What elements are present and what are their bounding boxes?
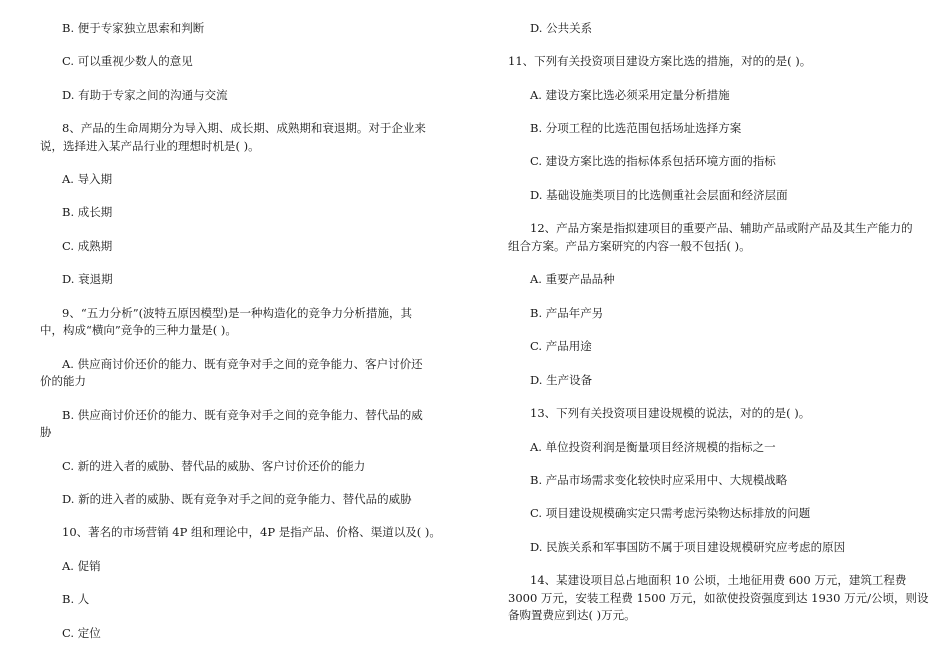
option-line: C. 成熟期 <box>62 239 113 253</box>
question-line: 组合方案。产品方案研究的内容一般不包括( )。 <box>508 239 751 253</box>
option-line: C. 新的进入者的威胁、替代品的威胁、客户讨价还价的能力 <box>62 459 366 473</box>
option-line: 价的能力 <box>40 374 86 388</box>
question-line: 10、著名的市场营销 4P 组和理论中，4P 是指产品、价格、渠道以及( )。 <box>62 525 441 539</box>
question-line: 备购置费应到达( )万元。 <box>508 608 636 622</box>
question-line: 13、下列有关投资项目建设规模的说法，对的的是( )。 <box>530 406 811 420</box>
option-line: B. 产品年产另 <box>530 306 604 320</box>
option-line: C. 项目建设规模确实定只需考虑污染物达标排放的问题 <box>530 506 811 520</box>
option-line: A. 导入期 <box>62 172 113 186</box>
option-line: D. 衰退期 <box>62 272 113 286</box>
option-line: A. 促销 <box>62 559 101 573</box>
option-line: D. 生产设备 <box>530 373 593 387</box>
option-line: D. 基础设施类项目的比选侧重社会层面和经济层面 <box>530 188 788 202</box>
question-line: 中，构成“横向”竞争的三种力量是( )。 <box>40 323 237 337</box>
option-line: D. 公共关系 <box>530 21 593 35</box>
option-line: A. 供应商讨价还价的能力、既有竞争对手之间的竞争能力、客户讨价还 <box>62 357 423 371</box>
option-line: B. 成长期 <box>62 205 113 219</box>
question-line: 9、“五力分析”(波特五原因模型)是一种构造化的竞争力分析措施，其 <box>62 306 413 320</box>
option-line: D. 民族关系和军事国防不属于项目建设规模研究应考虑的原因 <box>530 540 846 554</box>
option-line: C. 可以重视少数人的意见 <box>62 54 193 68</box>
option-line: B. 便于专家独立思索和判断 <box>62 21 205 35</box>
question-line: 14、某建设项目总占地面积 10 公顷，土地征用费 600 万元，建筑工程费 <box>530 573 907 587</box>
option-line: C. 定位 <box>62 626 101 640</box>
option-line: C. 产品用途 <box>530 339 592 353</box>
option-line: 胁 <box>40 425 52 439</box>
option-line: B. 人 <box>62 592 90 606</box>
option-line: B. 供应商讨价还价的能力、既有竞争对手之间的竞争能力、替代品的威 <box>62 408 423 422</box>
option-line: B. 分项工程的比选范围包括场址选择方案 <box>530 121 742 135</box>
question-line: 8、产品的生命周期分为导入期、成长期、成熟期和衰退期。对于企业来 <box>62 121 426 135</box>
option-line: A. 单位投资利润是衡量项目经济规模的指标之一 <box>530 440 776 454</box>
question-line: 3000 万元，安装工程费 1500 万元，如欲使投资强度到达 1930 万元/公顷，则设 <box>508 591 929 605</box>
question-line: 12、产品方案是指拟建项目的重要产品、辅助产品或附产品及其生产能力的 <box>530 221 913 235</box>
option-line: D. 有助于专家之间的沟通与交流 <box>62 88 228 102</box>
option-line: A. 重要产品品种 <box>530 272 615 286</box>
option-line: B. 产品市场需求变化较快时应采用中、大规模战略 <box>530 473 788 487</box>
option-line: C. 建设方案比选的指标体系包括环境方面的指标 <box>530 154 776 168</box>
question-line: 11、下列有关投资项目建设方案比选的措施，对的的是( )。 <box>508 54 812 68</box>
question-line: 说，选择进入某产品行业的理想时机是( )。 <box>40 139 260 153</box>
option-line: A. 建设方案比选必须采用定量分析措施 <box>530 88 730 102</box>
option-line: D. 新的进入者的威胁、既有竞争对手之间的竞争能力、替代品的威胁 <box>62 492 412 506</box>
